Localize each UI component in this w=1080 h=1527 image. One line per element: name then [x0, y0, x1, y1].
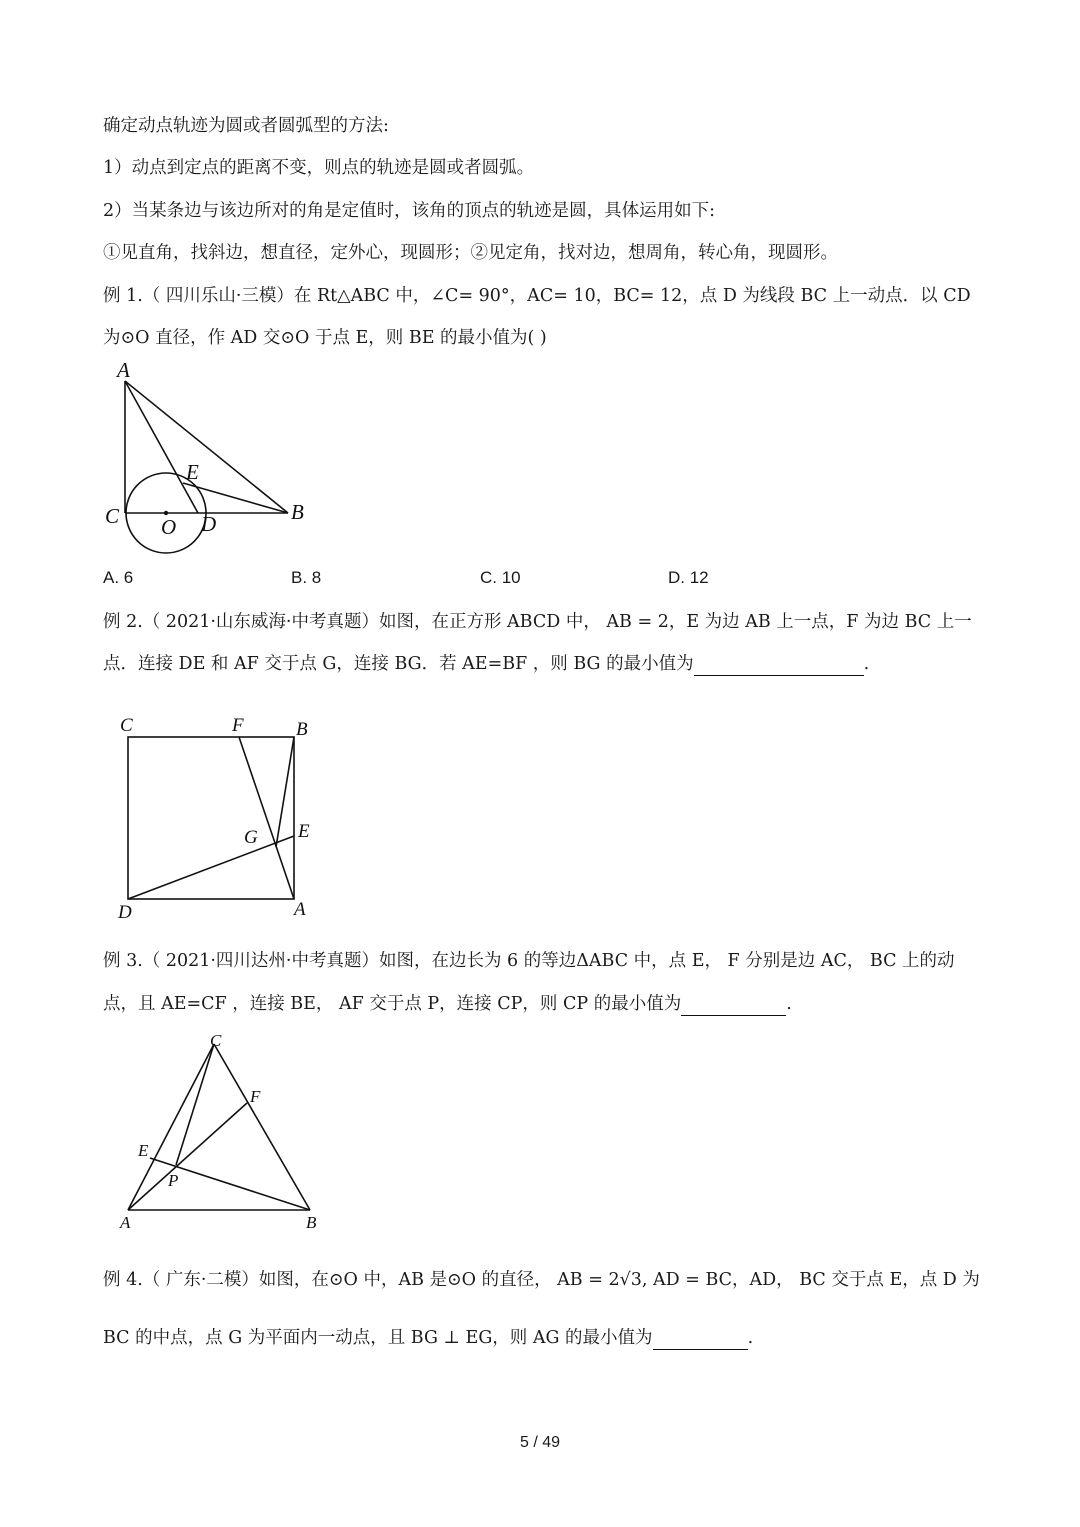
ex3-label-c: C	[210, 1031, 222, 1050]
ex4-answer-blank[interactable]	[653, 1331, 748, 1350]
ex1-option-a[interactable]: A. 6	[103, 568, 134, 587]
ex1-figure	[95, 355, 325, 565]
ex2-label-c: C	[120, 715, 133, 736]
ex3-label-a: A	[120, 1213, 131, 1232]
ex1-label-a: A	[117, 358, 130, 382]
ex2-line2	[103, 652, 869, 676]
ex1-line1: 例 1.（ 四川乐山·三模）在 Rt△ABC 中，∠C= 90°，AC= 10，BC= 12，点 D 为线段 BC 上一动点．以 CD	[103, 286, 971, 306]
ex3-line1: 例 3.（ 2021·四川达州·中考真题）如图，在边长为 6 的等边ΔABC 中，点 E， F 分别是边 AC， BC 上的动	[103, 951, 955, 971]
rule-2: 2）当某条边与该边所对的角是定值时，该角的顶点的轨迹是圆，具体运用如下:	[103, 201, 716, 221]
ex4-line1: 例 4.（ 广东·二模）如图，在⊙O 中，AB 是⊙O 的直径， AB = 2√3, AD = BC，AD， BC 交于点 E，点 D 为	[103, 1270, 980, 1290]
ex3-line2-end: .	[786, 994, 792, 1014]
ex2-figure	[110, 705, 330, 925]
ex2-label-f: F	[232, 715, 244, 736]
ex1-option-d[interactable]: D. 12	[668, 568, 709, 587]
rule-1: 1）动点到定点的距离不变，则点的轨迹是圆或者圆弧。	[103, 158, 535, 178]
ex3-line2	[103, 992, 792, 1016]
ex3-label-b: B	[306, 1213, 317, 1232]
ex4-line2	[103, 1326, 753, 1350]
ex3-line2-text: 点，且 AE=CF ，连接 BE， AF 交于点 P，连接 CP，则 CP 的最小值为	[103, 994, 682, 1014]
ex2-label-d: D	[118, 902, 132, 923]
ex1-label-e: E	[186, 460, 199, 484]
ex3-figure	[110, 1028, 330, 1233]
ex2-label-e: E	[298, 821, 310, 842]
ex2-label-g: G	[244, 827, 258, 848]
ex2-answer-blank[interactable]	[694, 657, 864, 676]
page-number: 5 / 49	[519, 1434, 561, 1451]
ex3-label-e: E	[138, 1141, 149, 1160]
ex4-line2-end: .	[747, 1328, 754, 1348]
ex3-answer-blank[interactable]	[681, 997, 786, 1016]
ex1-label-c: C	[105, 504, 120, 528]
ex1-label-b: B	[291, 500, 304, 524]
ex2-line1: 例 2.（ 2021·山东威海·中考真题）如图，在正方形 ABCD 中， AB = 2，E 为边 AB 上一点，F 为边 BC 上一	[103, 612, 972, 632]
ex1-label-o: O	[161, 515, 177, 539]
ex1-option-c[interactable]: C. 10	[480, 568, 521, 587]
ex1-line2: 为⊙O 直径，作 AD 交⊙O 于点 E，则 BE 的最小值为( )	[103, 328, 547, 348]
ex2-line2-end: .	[863, 654, 870, 674]
ex1-option-b[interactable]: B. 8	[291, 568, 322, 587]
ex1-label-d: D	[201, 512, 217, 536]
ex2-label-b: B	[296, 719, 308, 740]
ex3-label-f: F	[250, 1087, 261, 1106]
ex2-line2-text: 点．连接 DE 和 AF 交于点 G，连接 BG．若 AE=BF ，则 BG 的最小值为	[103, 654, 694, 674]
rule-3: ①见直角，找斜边，想直径，定外心，现圆形；②见定角，找对边，想周角，转心角，现圆形。	[103, 243, 838, 263]
intro-title: 确定动点轨迹为圆或者圆弧型的方法:	[103, 116, 389, 136]
ex4-line2-text: BC 的中点，点 G 为平面内一动点，且 BG ⊥ EG，则 AG 的最小值为	[103, 1328, 653, 1348]
ex2-label-a: A	[294, 899, 306, 920]
ex3-label-p: P	[168, 1171, 179, 1190]
